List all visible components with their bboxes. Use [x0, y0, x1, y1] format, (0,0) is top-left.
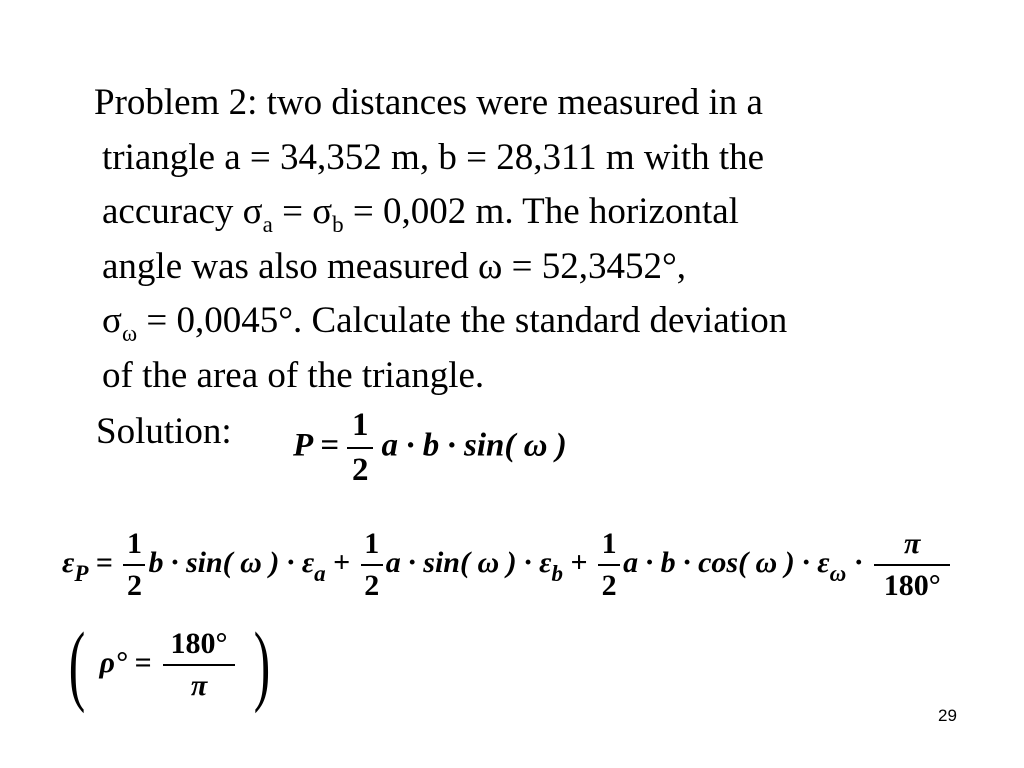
- term3-expression: a · b · cos( ω ) · ε: [623, 545, 830, 579]
- fraction-bar: [123, 564, 145, 566]
- fraction-bar: [347, 447, 373, 449]
- fraction-numerator: 180°: [170, 627, 228, 660]
- problem-line-6: of the area of the triangle.: [102, 354, 485, 396]
- fraction-bar: [874, 564, 950, 566]
- epsilon-p-subscript: P: [74, 560, 89, 586]
- left-parenthesis: (: [68, 615, 86, 714]
- fraction-denominator: 2: [352, 452, 369, 488]
- rho-definition: [62, 615, 277, 714]
- problem-statement: [94, 76, 982, 403]
- fraction-denominator: 2: [364, 569, 380, 602]
- plus-sign: +: [562, 545, 596, 579]
- fraction-numerator: 1: [601, 527, 617, 560]
- fraction-numerator: 1: [126, 527, 142, 560]
- problem-line-4: angle was also measured ω = 52,3452°,: [102, 245, 687, 287]
- term2-subscript: b: [551, 560, 563, 586]
- fraction-bar: [598, 564, 620, 566]
- error-propagation-formula: [62, 527, 953, 603]
- epsilon-p: ε: [62, 545, 75, 579]
- rho-lhs: ρ° =: [99, 645, 152, 679]
- fraction-denominator: 2: [126, 569, 142, 602]
- term1-subscript: a: [314, 560, 326, 586]
- fraction-bar: [361, 564, 383, 566]
- term2-fraction: [361, 527, 383, 603]
- sigma-omega-text: σ: [102, 300, 122, 341]
- problem-line-3: [102, 185, 982, 240]
- area-formula-rhs: a · b · sin( ω ): [381, 427, 567, 464]
- right-parenthesis: ): [253, 615, 270, 714]
- fraction-denominator: 180°: [883, 569, 941, 602]
- dot-operator: ·: [846, 545, 872, 579]
- fraction-bar: [163, 664, 235, 666]
- term2-expression: a · sin( ω ) · ε: [385, 545, 552, 579]
- sigma-omega-subscript: ω: [121, 321, 138, 346]
- area-formula-lhs: P =: [293, 427, 339, 464]
- page-number: 29: [938, 706, 957, 725]
- sigma-a-subscript: a: [262, 212, 273, 237]
- solution-label: Solution:: [96, 411, 232, 452]
- fraction-numerator: π: [904, 527, 921, 560]
- accuracy-value-text: = 0,002 m. The horizontal: [343, 191, 739, 232]
- term1-expression: b · sin( ω ) · ε: [148, 545, 315, 579]
- area-formula: [293, 407, 567, 489]
- sigma-omega-value-text: = 0,0045°. Calculate the standard deviation: [137, 300, 788, 341]
- problem-line-1: Problem 2: two distances were measured in a: [94, 82, 763, 123]
- sigma-b-subscript: b: [332, 212, 344, 237]
- area-formula-fraction: [347, 407, 373, 489]
- equals-sign: =: [88, 545, 121, 579]
- fraction-numerator: 1: [364, 527, 380, 560]
- rho-fraction: [163, 627, 235, 703]
- sigma-b-text: = σ: [272, 191, 333, 232]
- fraction-denominator: 2: [601, 569, 617, 602]
- radian-conversion-fraction: [874, 527, 950, 603]
- term3-subscript: ω: [829, 560, 847, 586]
- plus-sign: +: [325, 545, 358, 579]
- fraction-denominator: π: [190, 669, 208, 702]
- accuracy-text: accuracy σ: [102, 191, 263, 232]
- fraction-numerator: 1: [352, 407, 369, 443]
- problem-line-5: [102, 294, 982, 349]
- term3-fraction: [598, 527, 620, 603]
- term1-fraction: [123, 527, 145, 603]
- problem-line-2: triangle a = 34,352 m, b = 28,311 m with the: [102, 136, 765, 178]
